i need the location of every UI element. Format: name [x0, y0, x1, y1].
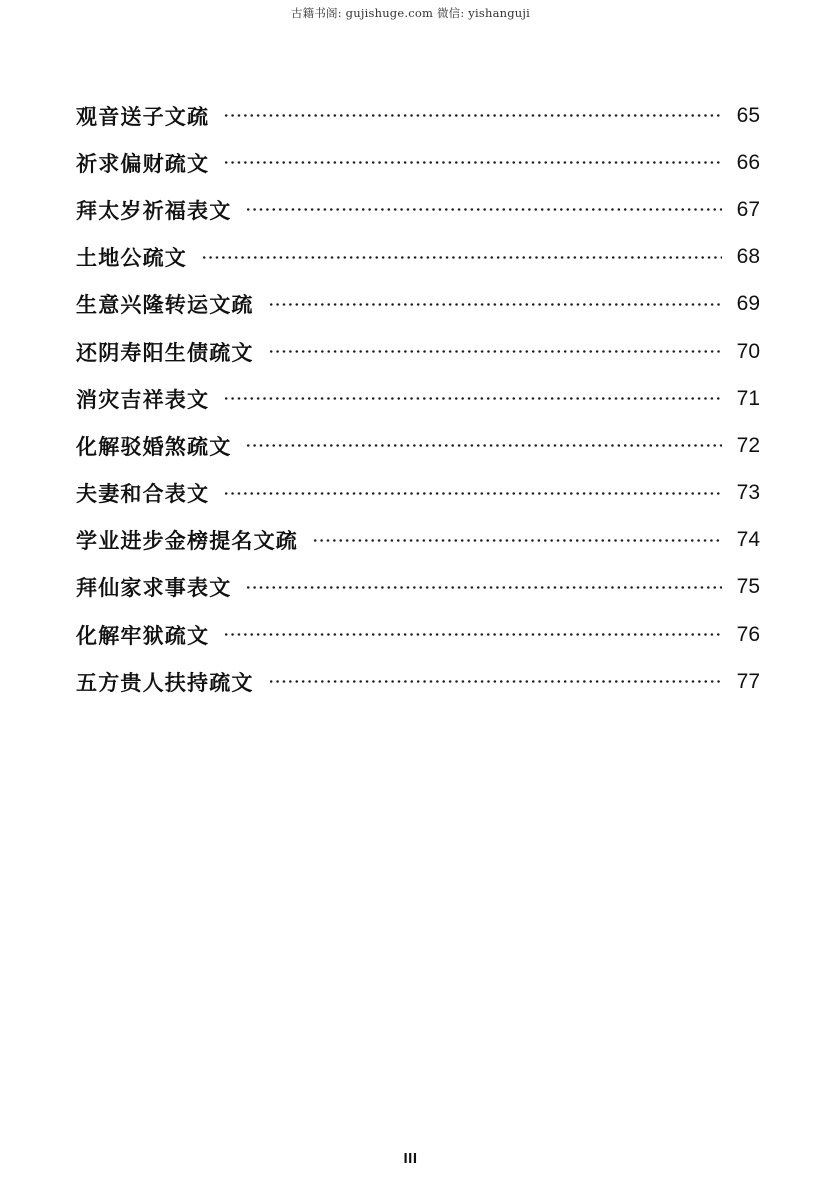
- toc-entry-title: 消灾吉祥表文: [76, 387, 210, 412]
- dot-leader: [223, 492, 722, 495]
- toc-entry-title: 五方贵人扶持疏文: [76, 670, 254, 695]
- dot-leader: [245, 208, 722, 211]
- toc-entry-page: 72: [736, 433, 760, 457]
- dot-leader: [245, 586, 722, 589]
- toc-entry[interactable]: [76, 328, 760, 375]
- toc-entry-title: 祈求偏财疏文: [76, 151, 210, 176]
- toc-entry-page: 68: [736, 245, 760, 269]
- toc-entry-title: 观音送子文疏: [76, 104, 210, 129]
- toc-entry[interactable]: [76, 658, 760, 705]
- page-number: III: [403, 1150, 418, 1167]
- dot-leader: [223, 161, 722, 164]
- toc-entry-page: 65: [736, 103, 760, 127]
- dot-leader: [223, 114, 722, 117]
- dot-leader: [268, 680, 722, 683]
- dot-leader: [268, 350, 722, 353]
- toc-entry[interactable]: [76, 281, 760, 328]
- toc-entry[interactable]: [76, 422, 760, 469]
- toc-entry-page: 71: [736, 386, 760, 410]
- toc-entry-title: 学业进步金榜提名文疏: [76, 529, 298, 554]
- toc-entry[interactable]: [76, 470, 760, 517]
- toc-entry[interactable]: [76, 564, 760, 611]
- toc-entry[interactable]: [76, 611, 760, 658]
- toc-entry[interactable]: [76, 139, 760, 186]
- toc-entry[interactable]: [76, 234, 760, 281]
- dot-leader: [268, 303, 722, 306]
- toc-entry-page: 69: [736, 292, 760, 316]
- table-of-contents: [76, 92, 760, 705]
- dot-leader: [223, 633, 722, 636]
- toc-entry-title: 拜太岁祈福表文: [76, 198, 232, 223]
- dot-leader: [223, 397, 722, 400]
- toc-entry-page: 66: [736, 150, 760, 174]
- toc-entry-page: 74: [736, 528, 760, 552]
- toc-entry-page: 70: [736, 339, 760, 363]
- toc-entry-title: 拜仙家求事表文: [76, 576, 232, 601]
- toc-entry-page: 77: [736, 669, 760, 693]
- toc-entry-page: 73: [736, 481, 760, 505]
- toc-entry-title: 生意兴隆转运文疏: [76, 293, 254, 318]
- toc-entry-title: 化解牢狱疏文: [76, 623, 210, 648]
- toc-entry-page: 76: [736, 622, 760, 646]
- toc-entry-title: 土地公疏文: [76, 246, 187, 271]
- toc-entry[interactable]: [76, 186, 760, 233]
- toc-entry[interactable]: [76, 92, 760, 139]
- dot-leader: [312, 539, 722, 542]
- watermark-header: 古籍书阁: gujishuge.com 微信: yishanguji: [290, 6, 531, 20]
- toc-entry-page: 75: [736, 575, 760, 599]
- toc-entry[interactable]: [76, 517, 760, 564]
- toc-entry[interactable]: [76, 375, 760, 422]
- dot-leader: [245, 444, 722, 447]
- toc-entry-page: 67: [736, 197, 760, 221]
- dot-leader: [201, 256, 722, 259]
- toc-entry-title: 还阴寿阳生债疏文: [76, 340, 254, 365]
- toc-entry-title: 化解驳婚煞疏文: [76, 434, 232, 459]
- toc-entry-title: 夫妻和合表文: [76, 482, 210, 507]
